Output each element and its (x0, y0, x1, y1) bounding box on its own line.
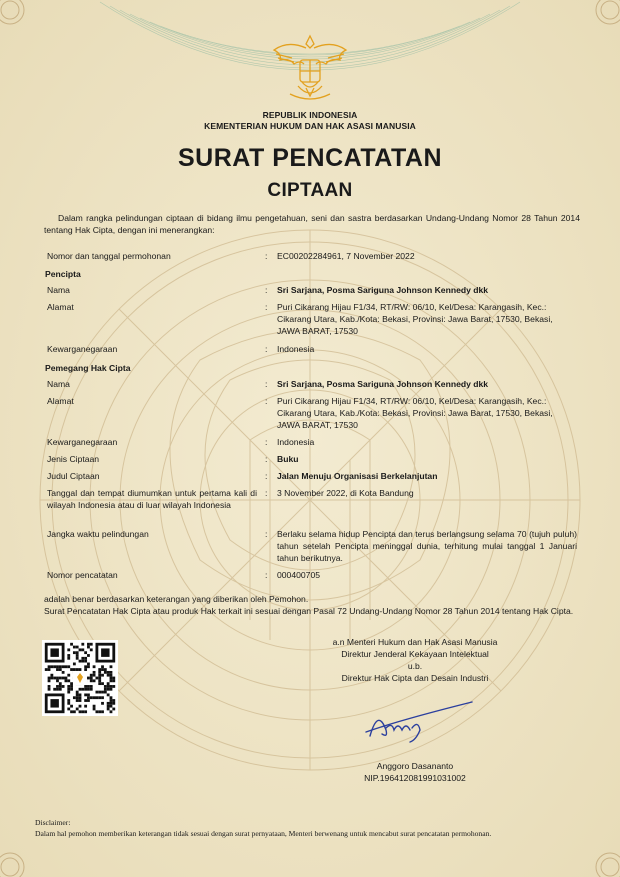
signature-image (360, 700, 480, 748)
colon: : (265, 285, 268, 295)
work-term-value: Berlaku selama hidup Pencipta dan terus berlangsung selama 70 (tujuh puluh) tahun setelah Pencipta meninggal dunia, terhitung mulai tanggal 1 Januari tahun berikutnya. (277, 529, 577, 563)
signatory-line-2: Direktur Jenderal Kekayaan Intelektual (341, 649, 489, 659)
creator-section-title: Pencipta (45, 269, 81, 279)
holder-name-label: Nama (47, 379, 70, 389)
document-subtitle: CIPTAAN (267, 180, 353, 201)
creator-name-value: Sri Sarjana, Posma Sariguna Johnson Kennedy dkk (277, 285, 489, 295)
colon: : (265, 379, 268, 389)
holder-section-title: Pemegang Hak Cipta (45, 363, 131, 373)
work-term-label: Jangka waktu pelindungan (47, 529, 149, 539)
colon: : (265, 488, 268, 498)
work-title-value: Jalan Menuju Organisasi Berkelanjutan (277, 471, 438, 481)
holder-nationality-label: Kewarganegaraan (47, 437, 118, 447)
holder-name-value: Sri Sarjana, Posma Sariguna Johnson Kennedy dkk (277, 379, 489, 389)
work-type-label: Jenis Ciptaan (47, 454, 100, 464)
country-name: REPUBLIK INDONESIA (262, 110, 358, 120)
colon: : (265, 437, 268, 447)
colon: : (265, 251, 268, 261)
signatory-nip: NIP.196412081991031002 (364, 773, 466, 783)
closing-line-2: Surat Pencatatan Hak Cipta atau produk Hak terkait ini sesuai dengan Pasal 72 Undang-Undang Nomor 28 Tahun 2014 tentang Hak Cipta. (44, 606, 574, 616)
creator-nationality-value: Indonesia (277, 344, 315, 354)
disclaimer-text: Dalam hal pemohon memberikan keterangan tidak sesuai dengan surat pernyataan, Menteri berwenang untuk mencabut surat pencatatan permohonan. (35, 829, 492, 838)
closing-line-1: adalah benar berdasarkan keterangan yang diberikan oleh Pemohon. (44, 594, 309, 604)
ministry-name: KEMENTERIAN HUKUM DAN HAK ASASI MANUSIA (204, 121, 416, 131)
holder-address-value: Puri Cikarang Hijau F1/34, RT/RW: 06/10, Kel/Desa: Karangasih, Kec.: Cikarang Utara, Kab./Kota: Bekasi, Provinsi: Jawa Barat, 17530, Bekasi, JAWA BARAT, 17530 (277, 396, 553, 430)
colon: : (265, 454, 268, 464)
colon: : (265, 529, 268, 539)
creator-address-value: Puri Cikarang Hijau F1/34, RT/RW: 06/10, Kel/Desa: Karangasih, Kec.: Cikarang Utara, Kab./Kota: Bekasi, Provinsi: Jawa Barat, 17530, Bekasi, JAWA BARAT, 17530 (277, 302, 553, 336)
colon: : (265, 302, 268, 312)
colon: : (265, 471, 268, 481)
application-value: EC00202284961, 7 November 2022 (277, 251, 415, 261)
holder-address-label: Alamat (47, 396, 74, 406)
record-number-value: 000400705 (277, 570, 321, 580)
document-title: SURAT PENCATATAN (178, 144, 442, 172)
work-title-label: Judul Ciptaan (47, 471, 100, 481)
signatory-line-4: Direktur Hak Cipta dan Desain Industri (341, 673, 489, 683)
work-published-value: 3 November 2022, di Kota Bandung (277, 488, 414, 498)
disclaimer-title: Disclaimer: (35, 818, 71, 827)
colon: : (265, 570, 268, 580)
creator-address-label: Alamat (47, 302, 74, 312)
work-type-value: Buku (277, 454, 299, 464)
colon: : (265, 344, 268, 354)
garuda-emblem-icon (268, 30, 352, 110)
holder-nationality-value: Indonesia (277, 437, 315, 447)
signatory-line-3: u.b. (407, 661, 423, 671)
application-label: Nomor dan tanggal permohonan (47, 251, 171, 261)
record-number-label: Nomor pencatatan (47, 570, 118, 580)
signatory-name: Anggoro Dasananto (376, 761, 454, 771)
work-published-label: Tanggal dan tempat diumumkan untuk pertama kali di wilayah Indonesia atau di luar wilayah Indonesia (47, 488, 257, 510)
colon: : (265, 396, 268, 406)
intro-paragraph: Dalam rangka pelindungan ciptaan di bidang ilmu pengetahuan, seni dan sastra berdasarkan Undang-Undang Nomor 28 Tahun 2014 tentang Hak Cipta, dengan ini menerangkan: (44, 213, 580, 235)
signatory-line-1: a.n Menteri Hukum dan Hak Asasi Manusia (332, 637, 498, 647)
qr-code-icon (42, 640, 118, 716)
creator-name-label: Nama (47, 285, 70, 295)
creator-nationality-label: Kewarganegaraan (47, 344, 118, 354)
